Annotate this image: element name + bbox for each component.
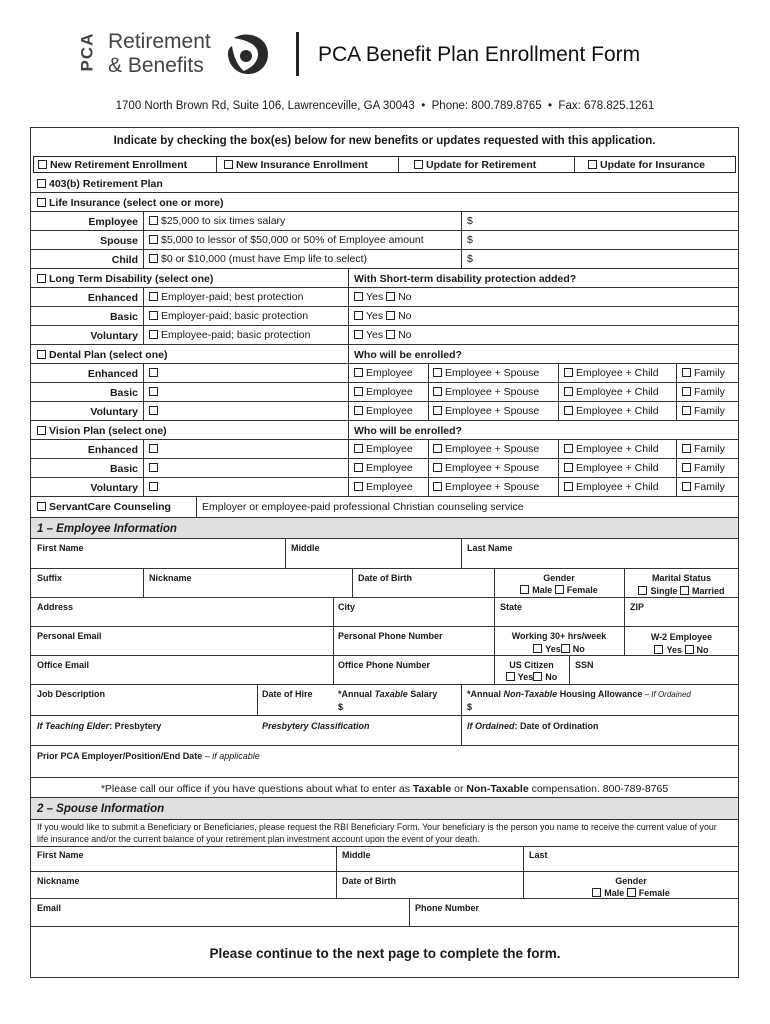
life-child-amount[interactable]: $ — [467, 253, 473, 265]
sp-phone-field[interactable]: Phone Number — [415, 903, 480, 913]
ltd-enhanced-label: Enhanced — [87, 292, 138, 304]
dental-basic-family-option[interactable]: Family — [682, 386, 725, 398]
emp-marital-label: Marital Status — [651, 573, 711, 583]
dental-basic-label: Basic — [109, 387, 138, 399]
life-spouse-label: Spouse — [100, 235, 138, 247]
vision-basic-label: Basic — [109, 463, 138, 475]
dental-enhanced-checkbox[interactable] — [149, 367, 161, 379]
dental-voluntary-employee-option[interactable]: Employee — [354, 405, 413, 417]
header-divider — [296, 32, 299, 76]
emp-zip-field[interactable]: ZIP — [630, 602, 645, 612]
dental-basic-emp-child-option[interactable]: Employee + Child — [564, 386, 659, 398]
emp-nickname-field[interactable]: Nickname — [149, 573, 192, 583]
vision-enhanced-employee-option[interactable]: Employee — [354, 443, 413, 455]
emp-suffix-field[interactable]: Suffix — [37, 573, 63, 583]
vision-enhanced-family-option[interactable]: Family — [682, 443, 725, 455]
ltd-checkbox[interactable]: Long Term Disability (select one) — [37, 273, 213, 285]
emp-presbytery-class-field[interactable]: Presbytery Classification — [262, 721, 370, 731]
employee-section-title: 1 – Employee Information — [37, 523, 177, 535]
emp-address-field[interactable]: Address — [37, 602, 74, 612]
emp-working30-options[interactable]: Yes No — [494, 643, 624, 655]
emp-salary-field[interactable]: $ — [338, 702, 344, 712]
vision-basic-emp-child-option[interactable]: Employee + Child — [564, 462, 659, 474]
emp-marital-options[interactable]: Single Married — [624, 585, 739, 597]
emp-office-email-field[interactable]: Office Email — [37, 660, 90, 670]
emp-citizen-options[interactable]: Yes No — [494, 671, 569, 683]
dental-basic-employee-option[interactable]: Employee — [354, 386, 413, 398]
emp-citizen-label: US Citizen — [509, 660, 554, 670]
vision-voluntary-label: Voluntary — [90, 482, 138, 494]
dental-enhanced-family-option[interactable]: Family — [682, 367, 725, 379]
vision-voluntary-family-option[interactable]: Family — [682, 481, 725, 493]
emp-personal-phone-field[interactable]: Personal Phone Number — [338, 631, 443, 641]
vision-voluntary-employee-option[interactable]: Employee — [354, 481, 413, 493]
ltd-voluntary-option[interactable]: Employee-paid; basic protection — [149, 329, 310, 341]
sp-email-field[interactable]: Email — [37, 903, 62, 913]
life-child-option[interactable]: $0 or $10,000 (must have Emp life to select) — [149, 253, 367, 265]
ltd-basic-label: Basic — [109, 311, 138, 323]
dental-enhanced-emp-child-option[interactable]: Employee + Child — [564, 367, 659, 379]
dental-checkbox[interactable]: Dental Plan (select one) — [37, 349, 167, 361]
life-insurance-checkbox[interactable]: Life Insurance (select one or more) — [37, 197, 223, 209]
continue-note: Please continue to the next page to complete the form. — [209, 946, 561, 961]
vision-basic-family-option[interactable]: Family — [682, 462, 725, 474]
emp-middle-field[interactable]: Middle — [291, 543, 320, 553]
vision-voluntary-checkbox[interactable] — [149, 481, 161, 493]
life-employee-option[interactable]: $25,000 to six times salary — [149, 215, 285, 227]
sp-middle-field[interactable]: Middle — [342, 850, 371, 860]
emp-w2-options[interactable]: Yes No — [624, 644, 739, 656]
vision-basic-checkbox[interactable] — [149, 462, 161, 474]
emp-job-desc-field[interactable]: Job Description — [37, 689, 106, 699]
vision-voluntary-emp-child-option[interactable]: Employee + Child — [564, 481, 659, 493]
ltd-voluntary-std[interactable]: Yes No — [354, 329, 412, 341]
dental-basic-checkbox[interactable] — [149, 386, 161, 398]
dental-voluntary-label: Voluntary — [90, 406, 138, 418]
dental-voluntary-checkbox[interactable] — [149, 405, 161, 417]
instructions: Indicate by checking the box(es) below for new benefits or updates requested with this application. — [113, 135, 656, 147]
life-child-label: Child — [111, 254, 138, 266]
vision-basic-employee-option[interactable]: Employee — [354, 462, 413, 474]
emp-w2-label: W-2 Employee — [650, 632, 713, 642]
dental-voluntary-emp-spouse-option[interactable]: Employee + Spouse — [433, 405, 539, 417]
emp-prior-field[interactable]: Prior PCA Employer/Position/End Date – if applicable — [37, 751, 260, 761]
life-employee-label: Employee — [88, 216, 138, 228]
vision-enhanced-emp-child-option[interactable]: Employee + Child — [564, 443, 659, 455]
vision-checkbox[interactable]: Vision Plan (select one) — [37, 425, 167, 437]
address-line: 1700 North Brown Rd, Suite 106, Lawrenceville, GA 30043 • Phone: 800.789.8765 • Fax: 678.825.1261 — [115, 100, 655, 112]
ltd-basic-option[interactable]: Employer-paid; basic protection — [149, 310, 308, 322]
page-title: PCA Benefit Plan Enrollment Form — [318, 43, 641, 66]
logo-mark: PCA — [77, 32, 97, 72]
dental-question: Who will be enrolled? — [354, 349, 462, 361]
sp-gender-options[interactable]: Male Female — [523, 887, 739, 899]
emp-first-name-field[interactable]: First Name — [37, 543, 84, 553]
emp-salary-label: *Annual Taxable Salary — [338, 689, 438, 699]
emp-housing-field[interactable]: $ — [467, 702, 473, 712]
vision-enhanced-label: Enhanced — [87, 444, 138, 456]
sp-dob-field[interactable]: Date of Birth — [342, 876, 396, 886]
emp-housing-label: *Annual Non-Taxable Housing Allowance – If Ordained — [467, 689, 691, 699]
vision-voluntary-emp-spouse-option[interactable]: Employee + Spouse — [433, 481, 539, 493]
ltd-enhanced-option[interactable]: Employer-paid; best protection — [149, 291, 303, 303]
dental-voluntary-family-option[interactable]: Family — [682, 405, 725, 417]
ltd-basic-std[interactable]: Yes No — [354, 310, 412, 322]
update-insurance-checkbox[interactable]: Update for Insurance — [588, 159, 705, 171]
ltd-question: With Short-term disability protection added? — [354, 273, 577, 285]
emp-city-field[interactable]: City — [338, 602, 356, 612]
emp-working30-label: Working 30+ hrs/week — [511, 631, 607, 641]
emp-office-phone-field[interactable]: Office Phone Number — [338, 660, 431, 670]
life-spouse-amount[interactable]: $ — [467, 234, 473, 246]
new-retirement-checkbox[interactable]: New Retirement Enrollment — [38, 159, 187, 171]
dental-enhanced-emp-spouse-option[interactable]: Employee + Spouse — [433, 367, 539, 379]
spouse-section-title: 2 – Spouse Information — [37, 803, 165, 815]
dental-basic-emp-spouse-option[interactable]: Employee + Spouse — [433, 386, 539, 398]
update-retirement-checkbox[interactable]: Update for Retirement — [414, 159, 536, 171]
emp-ssn-field[interactable]: SSN — [575, 660, 594, 670]
logo-line-2: & Benefits — [108, 54, 204, 77]
dental-enhanced-employee-option[interactable]: Employee — [354, 367, 413, 379]
new-insurance-checkbox[interactable]: New Insurance Enrollment — [224, 159, 368, 171]
call-office-note: *Please call our office if you have questions about what to enter as Taxable or Non-Taxable compensation. 800-789-8765 — [100, 783, 669, 795]
vision-enhanced-emp-spouse-option[interactable]: Employee + Spouse — [433, 443, 539, 455]
logo-hands-icon — [224, 30, 274, 80]
life-employee-amount[interactable]: $ — [467, 215, 473, 227]
emp-state-field[interactable]: State — [500, 602, 523, 612]
sp-nickname-field[interactable]: Nickname — [37, 876, 80, 886]
logo — [77, 26, 280, 84]
sp-first-name-field[interactable]: First Name — [37, 850, 84, 860]
dental-voluntary-emp-child-option[interactable]: Employee + Child — [564, 405, 659, 417]
vision-basic-emp-spouse-option[interactable]: Employee + Spouse — [433, 462, 539, 474]
emp-dob-field[interactable]: Date of Birth — [358, 573, 412, 583]
ltd-voluntary-label: Voluntary — [90, 330, 138, 342]
emp-ordination-field[interactable]: If Ordained: Date of Ordination — [467, 721, 599, 731]
servantcare-text: Employer or employee-paid professional Christian counseling service — [202, 501, 524, 513]
ltd-enhanced-std[interactable]: Yes No — [354, 291, 412, 303]
emp-personal-email-field[interactable]: Personal Email — [37, 631, 102, 641]
servantcare-checkbox[interactable]: ServantCare Counseling — [37, 501, 171, 513]
emp-last-name-field[interactable]: Last Name — [467, 543, 513, 553]
sp-gender-label: Gender — [615, 876, 647, 886]
sp-last-field[interactable]: Last — [529, 850, 548, 860]
beneficiary-note: If you would like to submit a Beneficiary or Beneficiaries, please request the RBI Beneficiary Form. Your beneficiary is the person you name to receive the current value of your life insurance and/or the current balance of your retirement plan investment account upon the event of your death. — [37, 822, 717, 844]
life-spouse-option[interactable]: $5,000 to lessor of $50,000 or 50% of Employee amount — [149, 234, 424, 246]
dental-enhanced-label: Enhanced — [87, 368, 138, 380]
emp-presbytery-field[interactable]: If Teaching Elder: Presbytery — [37, 721, 162, 731]
retirement-403b-checkbox[interactable]: 403(b) Retirement Plan — [37, 178, 163, 190]
vision-enhanced-checkbox[interactable] — [149, 443, 161, 455]
emp-date-hire-field[interactable]: Date of Hire — [262, 689, 313, 699]
emp-gender-label: Gender — [543, 573, 575, 583]
vision-question: Who will be enrolled? — [354, 425, 462, 437]
logo-line-1: Retirement — [108, 30, 211, 53]
emp-gender-options[interactable]: Male Female — [494, 584, 624, 596]
